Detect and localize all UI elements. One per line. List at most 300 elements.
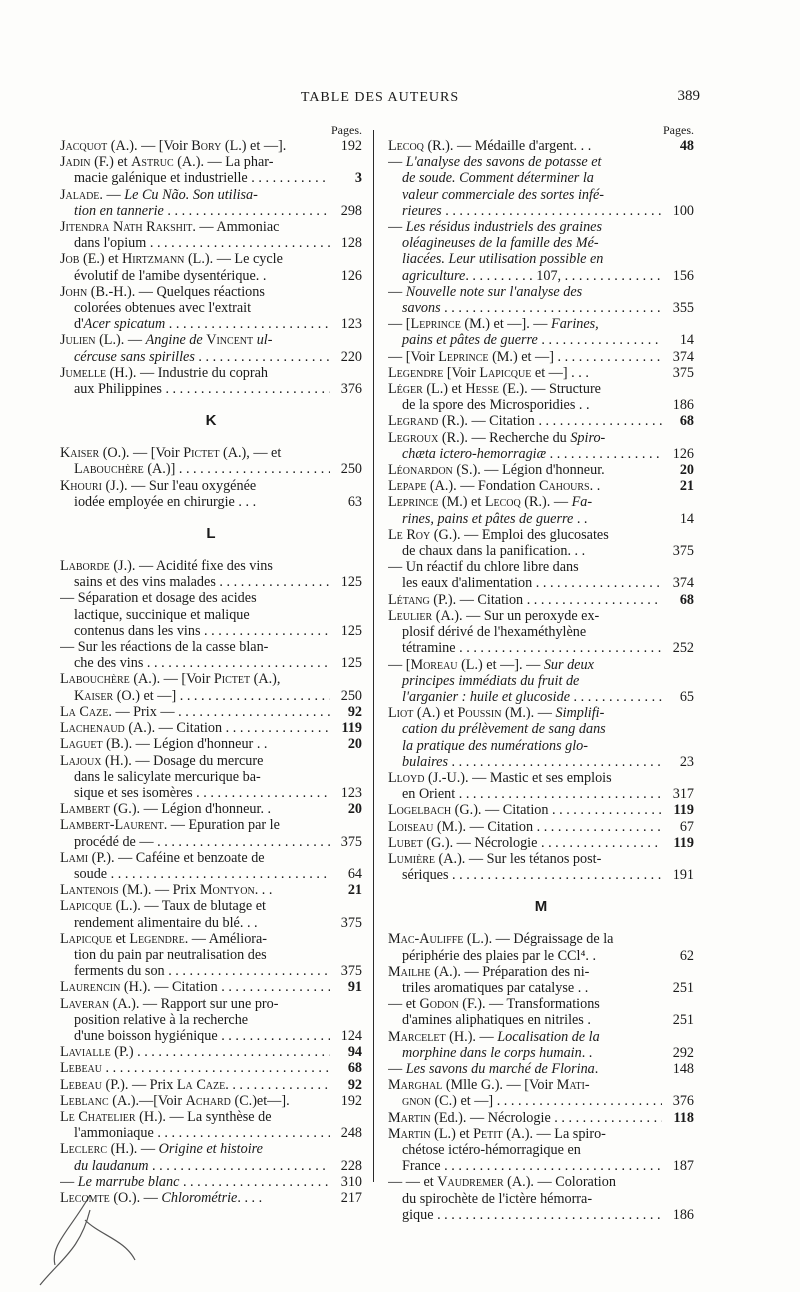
entry-text: rendement alimentaire du blé. . .: [74, 914, 258, 931]
entry-text: (L.) et —]. —: [457, 656, 544, 673]
entry-text: Lavialle: [60, 1044, 111, 1061]
entry-page-ref: 187: [662, 1158, 694, 1174]
entry-text: — Sur les réactions de la casse blan-: [60, 639, 269, 656]
entry-text: ul-: [253, 332, 273, 349]
entry-text: (S.). — Légion d'honneur.: [452, 462, 605, 479]
index-line: [388, 268, 694, 284]
entry-text: sique et ses isomères: [74, 784, 193, 801]
index-line: [388, 738, 694, 754]
entry-text: (A.). — Préparation des ni-: [430, 963, 590, 980]
entry-text: morphine dans le corps humain: [402, 1044, 582, 1061]
entry-page-ref: 119: [662, 802, 694, 818]
entry-text: plosif dérivé de l'hexaméthylène: [402, 624, 587, 641]
entry-page-ref: 92: [330, 1077, 362, 1093]
index-line: [388, 980, 694, 996]
section-gap: [388, 915, 694, 931]
index-line: [388, 187, 694, 203]
index-line: [60, 445, 362, 461]
entry-text: (J.-U.). — Mastic et ses emplois: [424, 769, 612, 786]
entry-page-ref: 375: [330, 963, 362, 979]
entry-text: tétramine: [402, 640, 456, 657]
entry-text: (O.). —: [109, 1189, 162, 1206]
entry-page-ref: 292: [662, 1045, 694, 1061]
entry-page-ref: 48: [662, 138, 694, 154]
entry-text: La Caze: [176, 1076, 226, 1093]
entry-text: et: [112, 930, 130, 947]
entry-page-ref: 124: [330, 1028, 362, 1044]
entry-page-ref: 375: [330, 915, 362, 931]
entry-text: John: [60, 283, 88, 300]
entry-text: Localisation de la: [497, 1028, 600, 1045]
index-line: [60, 704, 362, 720]
index-line: [388, 543, 694, 559]
entry-text: Léonardon: [388, 462, 453, 479]
entry-text: dans l'opium: [74, 235, 147, 252]
entry-text: en Orient: [402, 786, 456, 803]
index-line: [388, 819, 694, 835]
entry-text: Lubet: [388, 834, 423, 851]
entry-text: Labouchère: [74, 461, 144, 478]
entry-text: aux Philippines: [74, 381, 162, 398]
entry-text: (M.). —: [501, 705, 556, 722]
index-line: [60, 979, 362, 995]
entry-text: Sur deux: [543, 656, 594, 673]
index-line: [60, 574, 362, 590]
entry-text: (H.). —: [445, 1028, 498, 1045]
entry-page-ref: 14: [662, 511, 694, 527]
index-line: [60, 381, 362, 397]
entry-text: (A.). — Citation: [124, 720, 223, 737]
entry-text: pains et pâtes de guerre: [402, 332, 538, 349]
entry-text: Jitendra Nath Rakshit: [60, 219, 193, 236]
index-line: [388, 462, 694, 478]
entry-text: Mac-Auliffe: [388, 931, 464, 948]
entry-text: Vincent: [206, 332, 254, 349]
entry-text: bulaires: [402, 753, 448, 770]
index-line: [388, 1110, 694, 1126]
index-line: [388, 527, 694, 543]
entry-text: (A.).—[Voir: [108, 1092, 186, 1109]
index-line: [388, 365, 694, 381]
index-line: [388, 689, 694, 705]
entry-text: Marghal: [388, 1077, 443, 1094]
entry-text: Leprince: [410, 316, 461, 333]
entry-page-ref: 310: [330, 1174, 362, 1190]
entry-page-ref: 186: [662, 397, 694, 413]
entry-text: Simplifi-: [555, 705, 605, 722]
index-line: [388, 851, 694, 867]
entry-text: ferments du son: [74, 963, 165, 980]
entry-text: .: [225, 1076, 229, 1093]
index-line: [60, 365, 362, 381]
entry-text: Les savons du marché de Florina: [405, 1060, 595, 1077]
entry-text: Leblanc: [60, 1092, 109, 1109]
entry-page-ref: 64: [330, 866, 362, 882]
index-line: [388, 1093, 694, 1109]
entry-page-ref: 68: [662, 413, 694, 429]
entry-text: — et: [388, 996, 420, 1013]
entry-page-ref: 118: [662, 1110, 694, 1126]
entry-page-ref: 20: [662, 462, 694, 478]
index-line: [60, 801, 362, 817]
entry-text: (A.). — Coloration: [503, 1174, 616, 1191]
index-line: [60, 785, 362, 801]
index-line: [388, 219, 694, 235]
index-line: [60, 170, 362, 186]
index-line: [388, 964, 694, 980]
entry-text: Jumelle: [60, 364, 107, 381]
entry-page-ref: 67: [662, 819, 694, 835]
entry-page-ref: 125: [330, 623, 362, 639]
entry-page-ref: 21: [330, 882, 362, 898]
entry-text: Laborde: [60, 558, 110, 575]
index-line: [60, 753, 362, 769]
entry-page-ref: 251: [662, 980, 694, 996]
entry-page-ref: 148: [662, 1061, 694, 1077]
entry-text: (G.). — Citation: [451, 802, 549, 819]
entry-page-ref: 20: [330, 801, 362, 817]
index-line: [60, 1141, 362, 1157]
section-letter: K: [205, 412, 217, 430]
entry-text: (J.). — Acidité fixe des vins: [109, 558, 273, 575]
entry-text: [Voir: [443, 364, 480, 381]
entry-text: liacées. Leur utilisation possible en: [402, 251, 604, 268]
entry-page-ref: 123: [330, 316, 362, 332]
entry-text: (H.). — Citation: [120, 979, 218, 996]
entry-text: évolutif de l'amibe dysentérique. .: [74, 267, 267, 284]
entry-page-ref: 374: [662, 575, 694, 591]
entry-text: Lambert: [60, 801, 110, 818]
entry-text: (P.). — Caféine et benzoate de: [88, 849, 265, 866]
entry-text: Cahours: [539, 478, 590, 495]
entry-page-ref: 375: [662, 543, 694, 559]
entry-text: —: [388, 283, 406, 300]
entry-text: Hirtzmann: [121, 251, 185, 268]
index-line: [60, 154, 362, 170]
entry-text: principes immédiats du fruit de: [402, 672, 580, 689]
index-line: [388, 511, 694, 527]
index-line: [60, 349, 362, 365]
index-line: [388, 657, 694, 673]
entry-text: agriculture: [402, 267, 466, 284]
entry-text: soude: [74, 865, 108, 882]
entry-text: . . .: [254, 882, 273, 899]
index-line: [60, 1125, 362, 1141]
entry-text: Petit: [473, 1125, 503, 1142]
entry-text: Bory: [191, 138, 222, 154]
entry-text: . — Améliora-: [184, 930, 268, 947]
index-line: [60, 138, 362, 154]
entry-text: (L.). — Dégraissage de la: [463, 931, 614, 948]
index-line: [388, 478, 694, 494]
section-gap: [60, 397, 362, 413]
entry-text: Origine et histoire: [158, 1141, 263, 1158]
entry-text: (O.). — [Voir: [99, 445, 184, 462]
entry-text: Léger: [388, 381, 423, 398]
entry-text: Leclerc: [60, 1141, 108, 1158]
index-line: [388, 640, 694, 656]
entry-page-ref: 119: [662, 835, 694, 851]
entry-text: Le marrube blanc: [77, 1173, 180, 1190]
entry-text: (P.). — Prix: [102, 1076, 177, 1093]
index-line: [388, 867, 694, 883]
entry-text: (A.). — La phar-: [173, 154, 274, 171]
index-line: [388, 1142, 694, 1158]
entry-text: Lumière: [388, 850, 435, 867]
index-line: [60, 898, 362, 914]
entry-page-ref: 128: [330, 235, 362, 251]
index-line: [60, 494, 362, 510]
entry-text: sains et des vins malades: [74, 574, 216, 591]
entry-text: Laveran: [60, 995, 110, 1012]
entry-text: d'amines aliphatiques en nitriles .: [402, 1012, 591, 1029]
index-line: [388, 381, 694, 397]
entry-text: Lajoux: [60, 752, 102, 769]
entry-text: Lloyd: [388, 769, 425, 786]
entry-text: chétose ictéro-hémorragique en: [402, 1141, 581, 1158]
entry-text: valeur commerciale des sortes infé-: [402, 186, 604, 203]
entry-text: Logelbach: [388, 802, 452, 819]
index-line: [60, 915, 362, 931]
entry-text: (A.). — [Voir: [129, 671, 214, 688]
entry-text: chæta ictero-hemorragiæ: [402, 445, 547, 462]
entry-text: d'une boisson hygiénique: [74, 1027, 218, 1044]
entry-text: (A.). — Sur les tétanos post-: [435, 850, 602, 867]
entry-text: (L.). —: [95, 332, 146, 349]
entry-text: (M.) et —]. —: [460, 316, 552, 333]
section-gap: [60, 510, 362, 526]
entry-text: (A.). — Sur un peroxyde ex-: [432, 607, 600, 624]
entry-page-ref: 62: [662, 948, 694, 964]
entry-text: lle: [463, 1077, 478, 1094]
entry-text: et —] . . .: [531, 364, 589, 381]
entry-text: Vaudremer: [437, 1174, 504, 1191]
entry-text: (G.). — Emploi des glucosates: [430, 526, 609, 543]
entry-text: Achard: [185, 1092, 231, 1109]
entry-page-ref: 126: [662, 446, 694, 462]
entry-text: (L.) et: [422, 381, 466, 398]
entry-text: . . . . . . . . . . 107,: [465, 267, 562, 284]
entry-text: (F.) et: [90, 154, 132, 171]
entry-text: de soude. Comment déterminer la: [402, 170, 594, 187]
entry-text: (R.). — Médaille d'argent. . .: [423, 138, 592, 154]
entry-text: Chlorométrie: [161, 1189, 238, 1206]
entry-text: (H.). — Industrie du coprah: [106, 364, 269, 381]
index-line: [388, 203, 694, 219]
entry-text: Nouvelle note sur l'analyse des: [405, 283, 583, 300]
section-gap: [388, 883, 694, 899]
entry-text: (G.). — Légion d'honneur. .: [109, 801, 272, 818]
entry-text: Farines,: [551, 316, 599, 333]
entry-text: (J.). — Sur l'eau oxygénée: [101, 477, 257, 494]
entry-text: France: [402, 1158, 441, 1175]
entry-text: position relative à la recherche: [74, 1011, 249, 1028]
entry-text: lactique, succinique et malique: [74, 606, 250, 623]
index-line: [60, 963, 362, 979]
entry-page-ref: 251: [662, 1012, 694, 1028]
entry-text: . — Prix —: [108, 703, 175, 720]
entry-text: Montyon: [199, 882, 255, 899]
entry-text: —: [388, 154, 406, 171]
entry-page-ref: 375: [662, 365, 694, 381]
index-line: [388, 430, 694, 446]
entry-text: les eaux d'alimentation: [402, 575, 533, 592]
entry-text: sériques: [402, 867, 449, 884]
entry-text: gnon: [402, 1093, 431, 1110]
index-line: [60, 300, 362, 316]
index-line: [60, 623, 362, 639]
entry-page-ref: 192: [330, 1093, 362, 1109]
entry-page-ref: 23: [662, 754, 694, 770]
index-line: [60, 1093, 362, 1109]
entry-text: . .: [581, 1044, 593, 1061]
entry-text: Lapicque: [60, 930, 113, 947]
entry-text: Legendre: [129, 930, 185, 947]
index-line: [388, 284, 694, 300]
index-line: [60, 736, 362, 752]
entry-text: Kaiser: [74, 687, 114, 704]
index-line: [388, 559, 694, 575]
index-line: [60, 931, 362, 947]
entry-text: — [: [388, 316, 411, 333]
entry-text: — — et: [388, 1174, 438, 1191]
entry-text: (A.). — [Voir: [107, 138, 192, 154]
index-line: [388, 608, 694, 624]
entry-page-ref: 21: [662, 478, 694, 494]
index-line: [388, 332, 694, 348]
index-line: [388, 300, 694, 316]
entry-page-ref: 125: [330, 655, 362, 671]
index-line: [60, 187, 362, 203]
index-line: [60, 268, 362, 284]
index-line: [388, 931, 694, 947]
entry-text: (R.). — Citation: [438, 413, 535, 430]
index-line: [60, 1109, 362, 1125]
entry-text: . .: [573, 510, 588, 527]
entry-text: (P.): [110, 1044, 134, 1061]
index-line: [388, 1061, 694, 1077]
entry-text: Fa-: [571, 494, 593, 511]
index-line: [60, 850, 362, 866]
index-line: [60, 1044, 362, 1060]
entry-text: (H.). — Dosage du mercure: [101, 752, 264, 769]
entry-text: Lapicque: [60, 898, 113, 915]
index-line: [60, 219, 362, 235]
entry-text: — [Voir: [388, 348, 439, 365]
index-line: [60, 817, 362, 833]
entry-text: (F.). — Transformations: [458, 996, 600, 1013]
entry-page-ref: 125: [330, 574, 362, 590]
index-line: [388, 1207, 694, 1223]
index-line: [388, 1126, 694, 1142]
entry-text: procédé de —: [74, 833, 154, 850]
entry-text: Pictet: [213, 671, 251, 688]
entry-text: Le Chatelier: [60, 1108, 136, 1125]
entry-text: Lambert-Laurent: [60, 817, 164, 834]
entry-text: Leprince: [438, 348, 489, 365]
entry-text: Jacquot: [60, 138, 108, 154]
entry-page-ref: 65: [662, 689, 694, 705]
entry-page-ref: 374: [662, 349, 694, 365]
index-line: [388, 673, 694, 689]
entry-text: Lepape: [388, 478, 427, 495]
index-line: [388, 413, 694, 429]
entry-text: (L.). — Taux de blutage et: [112, 898, 266, 915]
entry-page-ref: 376: [330, 381, 362, 397]
entry-text: .: [594, 1060, 599, 1077]
index-line: [60, 316, 362, 332]
entry-text: Jalade: [60, 186, 100, 203]
index-line: [60, 882, 362, 898]
entry-text: tion en tannerie: [74, 202, 164, 219]
index-line: [60, 478, 362, 494]
entry-text: Lapicque: [479, 364, 532, 381]
entry-text: Martin: [388, 1109, 431, 1126]
entry-text: Angine de: [145, 332, 207, 349]
entry-text: périphérie des plaies par le CCl⁴. .: [402, 947, 597, 964]
entry-page-ref: 68: [330, 1060, 362, 1076]
index-line: [60, 655, 362, 671]
entry-text: Le Roy: [388, 526, 431, 543]
entry-text: . . . .: [237, 1189, 263, 1206]
entry-text: (A.), — et: [219, 445, 282, 462]
entry-text: Liot: [388, 705, 414, 722]
index-line: [60, 1028, 362, 1044]
index-line: [388, 802, 694, 818]
index-line: [388, 575, 694, 591]
entry-text: colorées obtenues avec l'extrait: [74, 300, 252, 317]
entry-page-ref: 123: [330, 785, 362, 801]
entry-text: . — Epuration par le: [163, 817, 280, 834]
entry-text: Julien: [60, 332, 96, 349]
entry-page-ref: 228: [330, 1158, 362, 1174]
index-line: [60, 688, 362, 704]
index-line: [388, 835, 694, 851]
entry-text: L'analyse des savons de potasse et: [405, 154, 602, 171]
entry-page-ref: 355: [662, 300, 694, 316]
entry-text: rines, pains et pâtes de guerre: [402, 510, 574, 527]
entry-text: (L.) et —].: [221, 138, 287, 154]
section-gap: [60, 542, 362, 558]
index-line: [388, 624, 694, 640]
entry-text: Martin: [388, 1125, 431, 1142]
section-letter: L: [206, 525, 216, 543]
entry-text: Lebeau: [60, 1076, 102, 1093]
index-line: [60, 251, 362, 267]
entry-text: du laudanum: [74, 1157, 149, 1174]
entry-text: (A.). — Fondation: [426, 478, 540, 495]
entry-text: gique: [402, 1206, 434, 1223]
entry-text: rieures: [402, 202, 442, 219]
index-line: [388, 786, 694, 802]
entry-text: (A.) et: [413, 705, 458, 722]
index-line: [388, 397, 694, 413]
entry-page-ref: 14: [662, 332, 694, 348]
entry-text: Mailhe: [388, 963, 431, 980]
entry-text: (B.). — Légion d'honneur . .: [102, 736, 268, 753]
index-line: [388, 1158, 694, 1174]
index-line: [60, 1060, 362, 1076]
entry-text: Létang: [388, 591, 430, 608]
index-line: [60, 284, 362, 300]
index-line: [388, 996, 694, 1012]
entry-page-ref: 375: [330, 834, 362, 850]
index-line: [388, 721, 694, 737]
entry-text: l'arganier : huile et glucoside: [402, 688, 570, 705]
entry-text: (Ed.). — Nécrologie: [430, 1109, 551, 1126]
section-letter: M: [534, 898, 548, 916]
index-line: [388, 235, 694, 251]
